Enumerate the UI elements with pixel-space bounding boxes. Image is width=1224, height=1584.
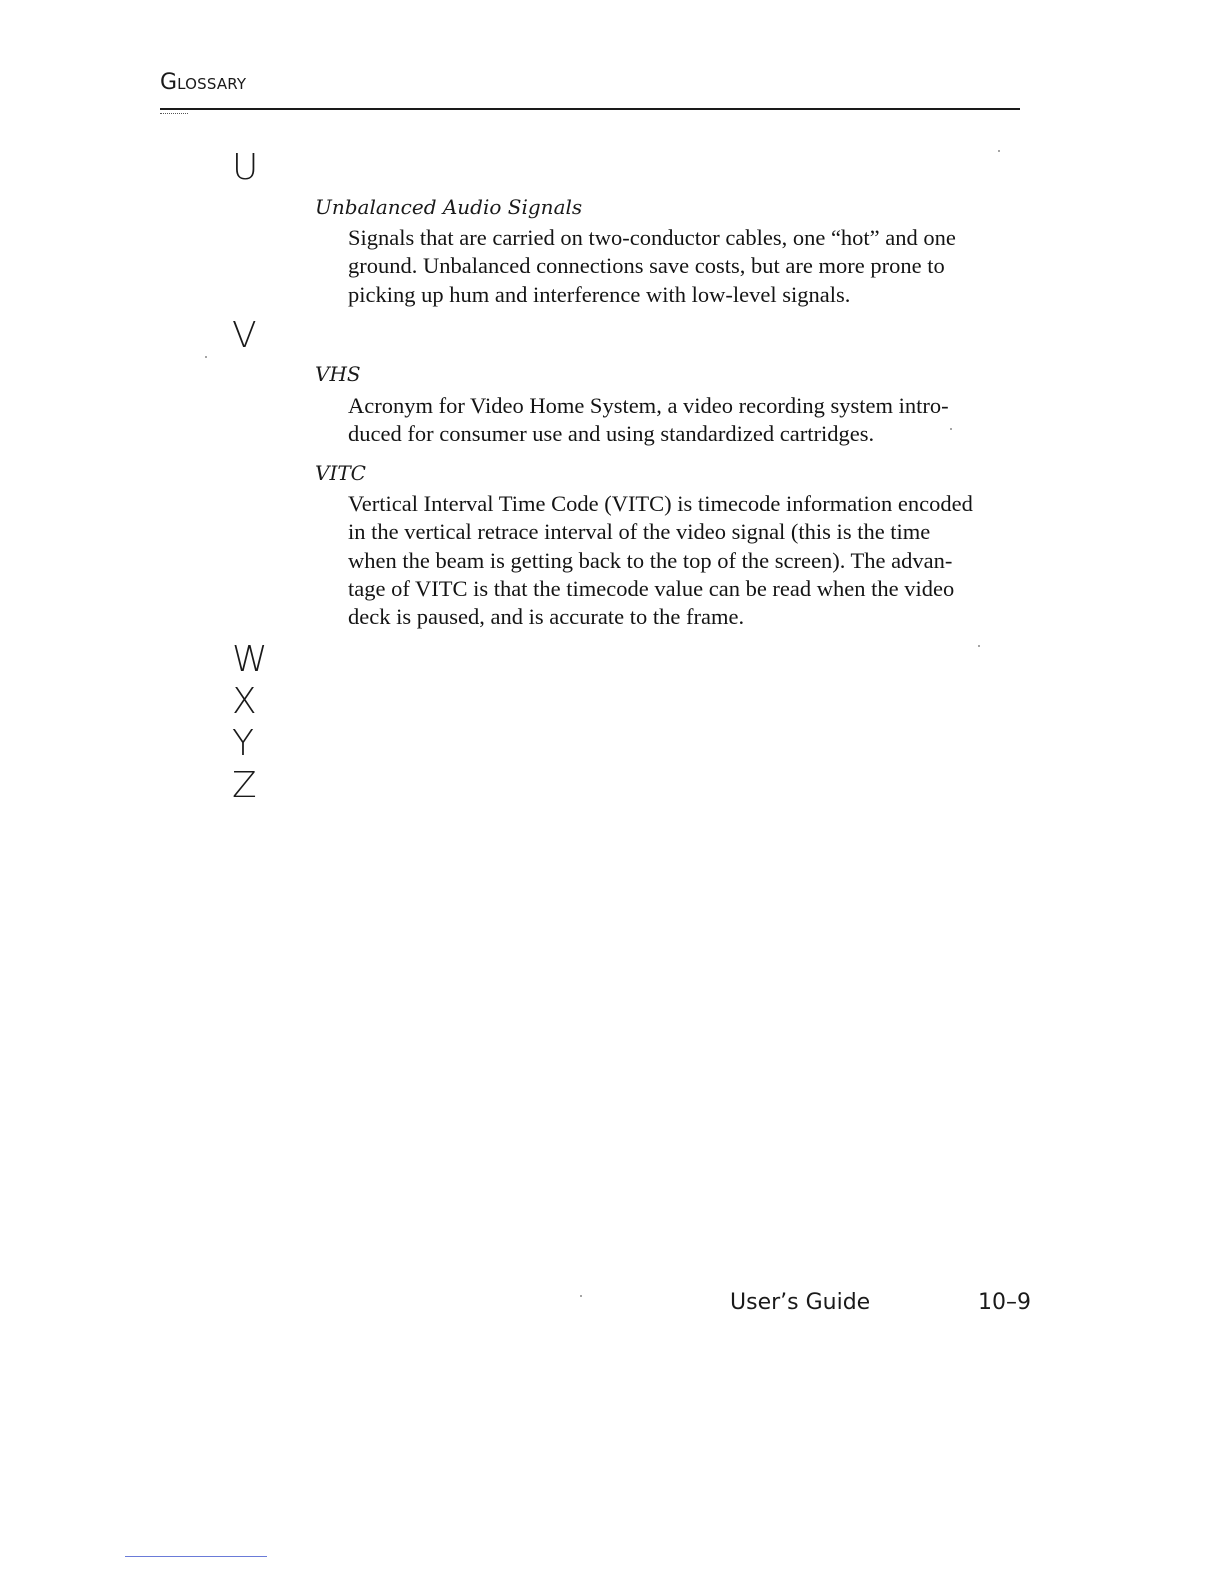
- running-header: [160, 70, 246, 95]
- definition-vhs: Acronym for Video Home System, a video recording system intro- duced for consumer use and using standardized cartridges.: [348, 393, 949, 447]
- section-letter-y: Y: [232, 723, 254, 764]
- header-underline: [160, 113, 188, 114]
- footer-page-number: 10–9: [978, 1290, 1031, 1315]
- scan-speck: [978, 645, 980, 647]
- definition-unbalanced-audio-signals: Signals that are carried on two-conductor cables, one “hot” and one ground. Unbalanced connections save costs, but are more prone to picking up hum and interference with low-level signals.: [348, 225, 956, 307]
- section-letter-z: Z: [232, 765, 257, 806]
- scan-speck: [998, 150, 1000, 152]
- term-vitc: VITC: [315, 461, 366, 485]
- term-vhs: VHS: [315, 362, 361, 386]
- scan-speck: [205, 356, 207, 358]
- scan-speck: [580, 1295, 582, 1297]
- term-unbalanced-audio-signals: Unbalanced Audio Signals: [315, 195, 583, 219]
- scan-speck: [950, 428, 952, 430]
- header-initial: G: [160, 70, 178, 95]
- header-rule: [160, 108, 1020, 110]
- scan-edge-line: [125, 1556, 267, 1557]
- section-letter-w: W: [232, 639, 268, 680]
- definition-vitc: Vertical Interval Time Code (VITC) is timecode information encoded in the vertical retrace interval of the video signal (this is the time when the beam is getting back to the top of the screen). The advan- tage of VITC is that the timecode value can be read when the video deck is paused, and is accurate to the frame.: [348, 491, 973, 630]
- section-letter-u: U: [232, 147, 259, 188]
- section-letter-v: V: [232, 315, 257, 356]
- footer-guide-title: User’s Guide: [730, 1290, 871, 1315]
- section-letter-x: X: [232, 681, 257, 722]
- header-text: LOSSARY: [177, 75, 247, 93]
